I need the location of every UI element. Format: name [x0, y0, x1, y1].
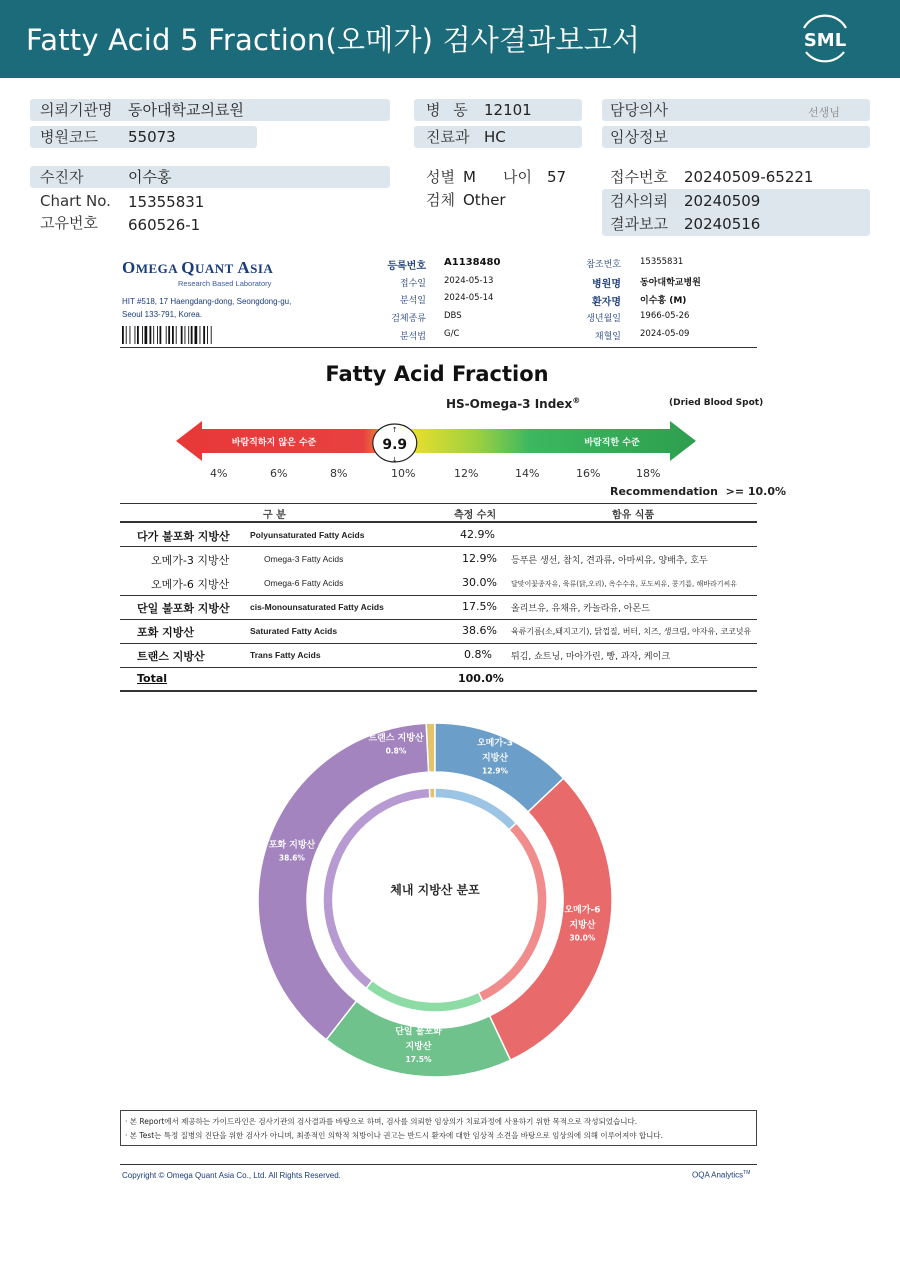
disclaimer-line: · 본 Test는 특정 질병의 진단을 위한 검사가 아니며, 최종적인 의학적 처방이나 권고는 반드시 환자에 대한 임상적 소견을 바탕으로 임상의에 의해 이루어져야 합니다.	[125, 1131, 664, 1140]
tick-label: 4%	[210, 467, 228, 480]
slice-label: 포화 지방산	[268, 840, 316, 851]
barcode-bar	[157, 326, 158, 344]
barcode-bar	[137, 326, 139, 344]
sample-type-label: 검체종류	[391, 314, 426, 324]
chart-no-value: 15355831	[128, 193, 205, 211]
patient-pill	[30, 166, 390, 188]
marker-value: 9.9	[382, 437, 408, 453]
slice-label: 지방산	[405, 1042, 432, 1053]
logo-text: SML	[803, 30, 847, 51]
barcode-bar	[195, 326, 198, 344]
good-level-label: 바람직한 수준	[584, 438, 640, 448]
disclaimer-box	[120, 1110, 757, 1146]
specimen-label: 검체	[426, 191, 455, 209]
slice-label: 단일 불포화	[395, 1027, 442, 1038]
row-food: 튀김, 쇼트닝, 마아가린, 빵, 과자, 케이크	[511, 652, 671, 662]
chart-no-label: Chart No.	[40, 192, 111, 210]
slice-label: 오메가-3	[476, 738, 514, 749]
logo-part: MEGA	[135, 261, 182, 276]
barcode-bar	[188, 326, 189, 344]
slice-value-label: 30.0%	[569, 933, 596, 943]
recommendation-value: >= 10.0%	[725, 485, 787, 498]
tick-label: 8%	[330, 467, 348, 480]
barcode-bar	[160, 326, 162, 344]
row-value: 0.8%	[464, 648, 492, 661]
row-rule	[120, 619, 757, 620]
dept-value: HC	[484, 128, 506, 146]
ward-value: 12101	[484, 101, 532, 119]
marker-down-arrow: ↓	[391, 456, 398, 464]
row-en: Saturated Fatty Acids	[250, 626, 338, 636]
logo-part: O	[122, 258, 136, 277]
col-header-category: 구 분	[263, 510, 286, 521]
hospital-label: 병원명	[592, 279, 621, 290]
copyright: Copyright © Omega Quant Asia Co., Ltd. All Rights Reserved.	[122, 1171, 341, 1180]
received-value: 2024-05-13	[444, 276, 494, 286]
method-value: G/C	[444, 329, 460, 339]
ref-no-label: 참조번호	[586, 260, 621, 270]
donut-inner-slice	[435, 788, 516, 830]
sex-value: M	[463, 168, 476, 186]
barcode-bar	[135, 326, 136, 344]
fatty-acid-donut-chart	[245, 710, 625, 1090]
age-value: 57	[547, 168, 567, 186]
dept-label: 진료과	[426, 128, 470, 146]
divider	[120, 347, 757, 348]
doctor-suffix: 선생님	[808, 106, 840, 119]
logo-part: Q	[181, 258, 195, 277]
marker-up-arrow: ↑	[391, 426, 398, 434]
age-label: 나이	[503, 168, 532, 186]
request-date-value: 20240509	[684, 192, 761, 210]
patient-value: 이수홍	[128, 168, 172, 186]
ref-no-value: 15355831	[640, 257, 684, 267]
reg-no-value: A1138480	[444, 257, 501, 268]
index-title	[446, 396, 580, 411]
lab-address-2: Seoul 133-791, Korea.	[122, 310, 203, 319]
tick-label: 12%	[454, 467, 479, 480]
org-value: 동아대학교의료원	[128, 101, 244, 119]
slice-label: 트랜스 지방산	[368, 733, 424, 744]
omega-quant-logo	[122, 258, 273, 278]
slice-label: 지방산	[481, 753, 509, 764]
row-value: 17.5%	[462, 600, 497, 613]
sml-logo	[796, 12, 854, 66]
clinical-label: 임상정보	[610, 128, 668, 146]
logo-part: UANT	[194, 261, 238, 276]
row-ko: 단일 불포화 지방산	[137, 602, 230, 615]
row-food: 육류기름(소,돼지고기), 닭껍질, 버터, 치즈, 생크림, 야자유, 코코넛유	[511, 627, 752, 636]
barcode-bar	[181, 326, 183, 344]
org-label: 의뢰기관명	[40, 101, 113, 119]
barcode-bar	[211, 326, 212, 344]
barcode-bar	[153, 326, 154, 344]
analyzed-label: 분석일	[399, 296, 426, 306]
dbs-note: (Dried Blood Spot)	[669, 398, 764, 408]
index-title-text: HS-Omega-3 Index	[446, 397, 573, 411]
recommendation	[610, 485, 786, 498]
disclaimer-line: · 본 Report에서 제공하는 가이드라인은 검사기관의 검사결과를 바탕으로 하며, 검사를 의뢰한 임상의가 치료과정에 사용하기 위한 목적으로 작성되었습니다.	[125, 1117, 638, 1126]
row-ko: 다가 불포화 지방산	[137, 530, 230, 543]
row-ko: 트랜스 지방산	[137, 650, 205, 663]
table-top-rule	[120, 503, 757, 504]
report-date-label: 결과보고	[610, 215, 668, 233]
row-food: 올리브유, 유채유, 카놀라유, 아몬드	[511, 604, 650, 614]
tick-label: 14%	[515, 467, 540, 480]
donut-slice	[326, 1001, 510, 1077]
barcode-bar	[126, 326, 127, 344]
barcode-bar	[207, 326, 208, 344]
slice-value-label: 0.8%	[385, 746, 407, 756]
barcode-bar	[172, 326, 174, 344]
lab-subtitle: Research Based Laboratory	[178, 279, 272, 288]
reg-no-label: 등록번호	[387, 261, 426, 272]
accession-value: 20240509-65221	[684, 168, 814, 186]
section-title: Fatty Acid Fraction	[325, 362, 549, 386]
index-marker	[373, 424, 417, 464]
barcode-bar	[200, 326, 201, 344]
received-label: 접수일	[399, 279, 426, 289]
row-value: 30.0%	[462, 576, 497, 589]
lab-address-1: HIT #518, 17 Haengdang-dong, Seongdong-gu,	[122, 297, 292, 306]
row-en: Omega-6 Fatty Acids	[264, 578, 344, 588]
row-rule	[120, 643, 757, 644]
ward-label: 병 동	[426, 101, 472, 119]
row-rule	[120, 595, 757, 596]
report-title: Fatty Acid 5 Fraction(오메가) 검사결과보고서	[26, 23, 641, 57]
total-value: 100.0%	[458, 672, 504, 685]
collected-value: 2024-05-09	[640, 329, 690, 339]
row-value: 38.6%	[462, 624, 497, 637]
table-bottom-rule	[120, 690, 757, 692]
hospital-value: 동아대학교병원	[640, 278, 701, 288]
barcode-bar	[203, 326, 205, 344]
barcode-bar	[145, 326, 148, 344]
barcode-bar	[130, 326, 131, 344]
omega3-index-scale	[170, 415, 710, 467]
hospital-code-label: 병원코드	[40, 128, 98, 146]
row-value: 12.9%	[462, 552, 497, 565]
slice-label: 지방산	[569, 920, 596, 931]
row-en: Omega-3 Fatty Acids	[264, 554, 344, 564]
dob-label: 생년월일	[586, 314, 621, 324]
tick-label: 16%	[576, 467, 601, 480]
recommendation-label: Recommendation	[610, 485, 718, 498]
barcode-bar	[122, 326, 124, 344]
oqa-analytics	[692, 1170, 750, 1180]
dob-value: 1966-05-26	[640, 311, 690, 321]
tm-mark: TM	[743, 1170, 751, 1176]
col-header-value: 측정 수치	[454, 510, 497, 521]
donut-center	[317, 782, 553, 1018]
donut-inner-slice	[366, 981, 483, 1012]
patient-label: 수진자	[40, 168, 84, 186]
barcode-bar	[166, 326, 167, 344]
request-date-label: 검사의뢰	[610, 192, 668, 210]
unique-id-label: 고유번호	[40, 214, 98, 232]
donut-center-title: 체내 지방산 분포	[390, 883, 480, 897]
barcode-bar	[191, 326, 193, 344]
row-rule	[120, 546, 757, 547]
row-ko: 오메가-6 지방산	[151, 578, 230, 591]
tick-label: 6%	[270, 467, 288, 480]
tick-label: 18%	[636, 467, 661, 480]
table-header-rule	[120, 521, 757, 523]
report-date-value: 20240516	[684, 215, 761, 233]
reg-mark: ®	[572, 396, 581, 405]
row-food: 등푸른 생선, 참치, 견과류, 아마씨유, 양배추, 호두	[511, 556, 708, 566]
col-header-food: 함유 식품	[612, 510, 655, 521]
barcode-bar	[176, 326, 177, 344]
method-label: 분석법	[399, 332, 426, 342]
lab-patient-label: 환자명	[592, 297, 621, 308]
barcode-bar	[150, 326, 152, 344]
row-en: Trans Fatty Acids	[250, 650, 321, 660]
logo-part: SIA	[250, 261, 274, 276]
row-rule	[120, 667, 757, 668]
donut-slice	[258, 723, 429, 1039]
analyzed-value: 2024-05-14	[444, 293, 494, 303]
lab-patient-value: 이수홍 (M)	[640, 296, 687, 306]
row-en: Polyunsaturated Fatty Acids	[250, 530, 365, 540]
row-food: 달맞이꽃종자유, 육류(닭,오리), 옥수수유, 포도씨유, 콩기름, 해바라기씨유	[511, 580, 738, 588]
report-header	[0, 0, 900, 78]
barcode	[122, 326, 242, 344]
logo-part: A	[237, 258, 251, 277]
barcode-bar	[142, 326, 143, 344]
sex-label: 성별	[426, 168, 455, 186]
row-en: cis-Monounsaturated Fatty Acids	[250, 602, 384, 612]
row-ko: 포화 지방산	[137, 626, 194, 639]
hospital-code-value: 55073	[128, 128, 176, 146]
slice-value-label: 38.6%	[278, 853, 305, 863]
collected-label: 채혈일	[594, 332, 621, 342]
donut-inner-slice	[479, 823, 547, 1001]
row-value: 42.9%	[460, 528, 495, 541]
sample-type-value: DBS	[444, 311, 462, 321]
tick-label: 10%	[391, 467, 416, 480]
unique-id-value: 660526-1	[128, 216, 201, 234]
analytics-text: OQA Analytics	[692, 1170, 744, 1180]
specimen-value: Other	[463, 191, 506, 209]
footer-rule	[120, 1164, 757, 1165]
bad-level-label: 바람직하지 않은 수준	[231, 438, 317, 448]
barcode-bar	[168, 326, 170, 344]
accession-label: 접수번호	[610, 168, 668, 186]
total-label: Total	[137, 672, 168, 685]
slice-value-label: 12.9%	[482, 766, 509, 776]
doctor-label: 담당의사	[610, 101, 668, 119]
slice-value-label: 17.5%	[405, 1055, 432, 1065]
barcode-bar	[185, 326, 186, 344]
slice-label: 오메가-6	[564, 905, 601, 916]
row-ko: 오메가-3 지방산	[151, 554, 230, 567]
